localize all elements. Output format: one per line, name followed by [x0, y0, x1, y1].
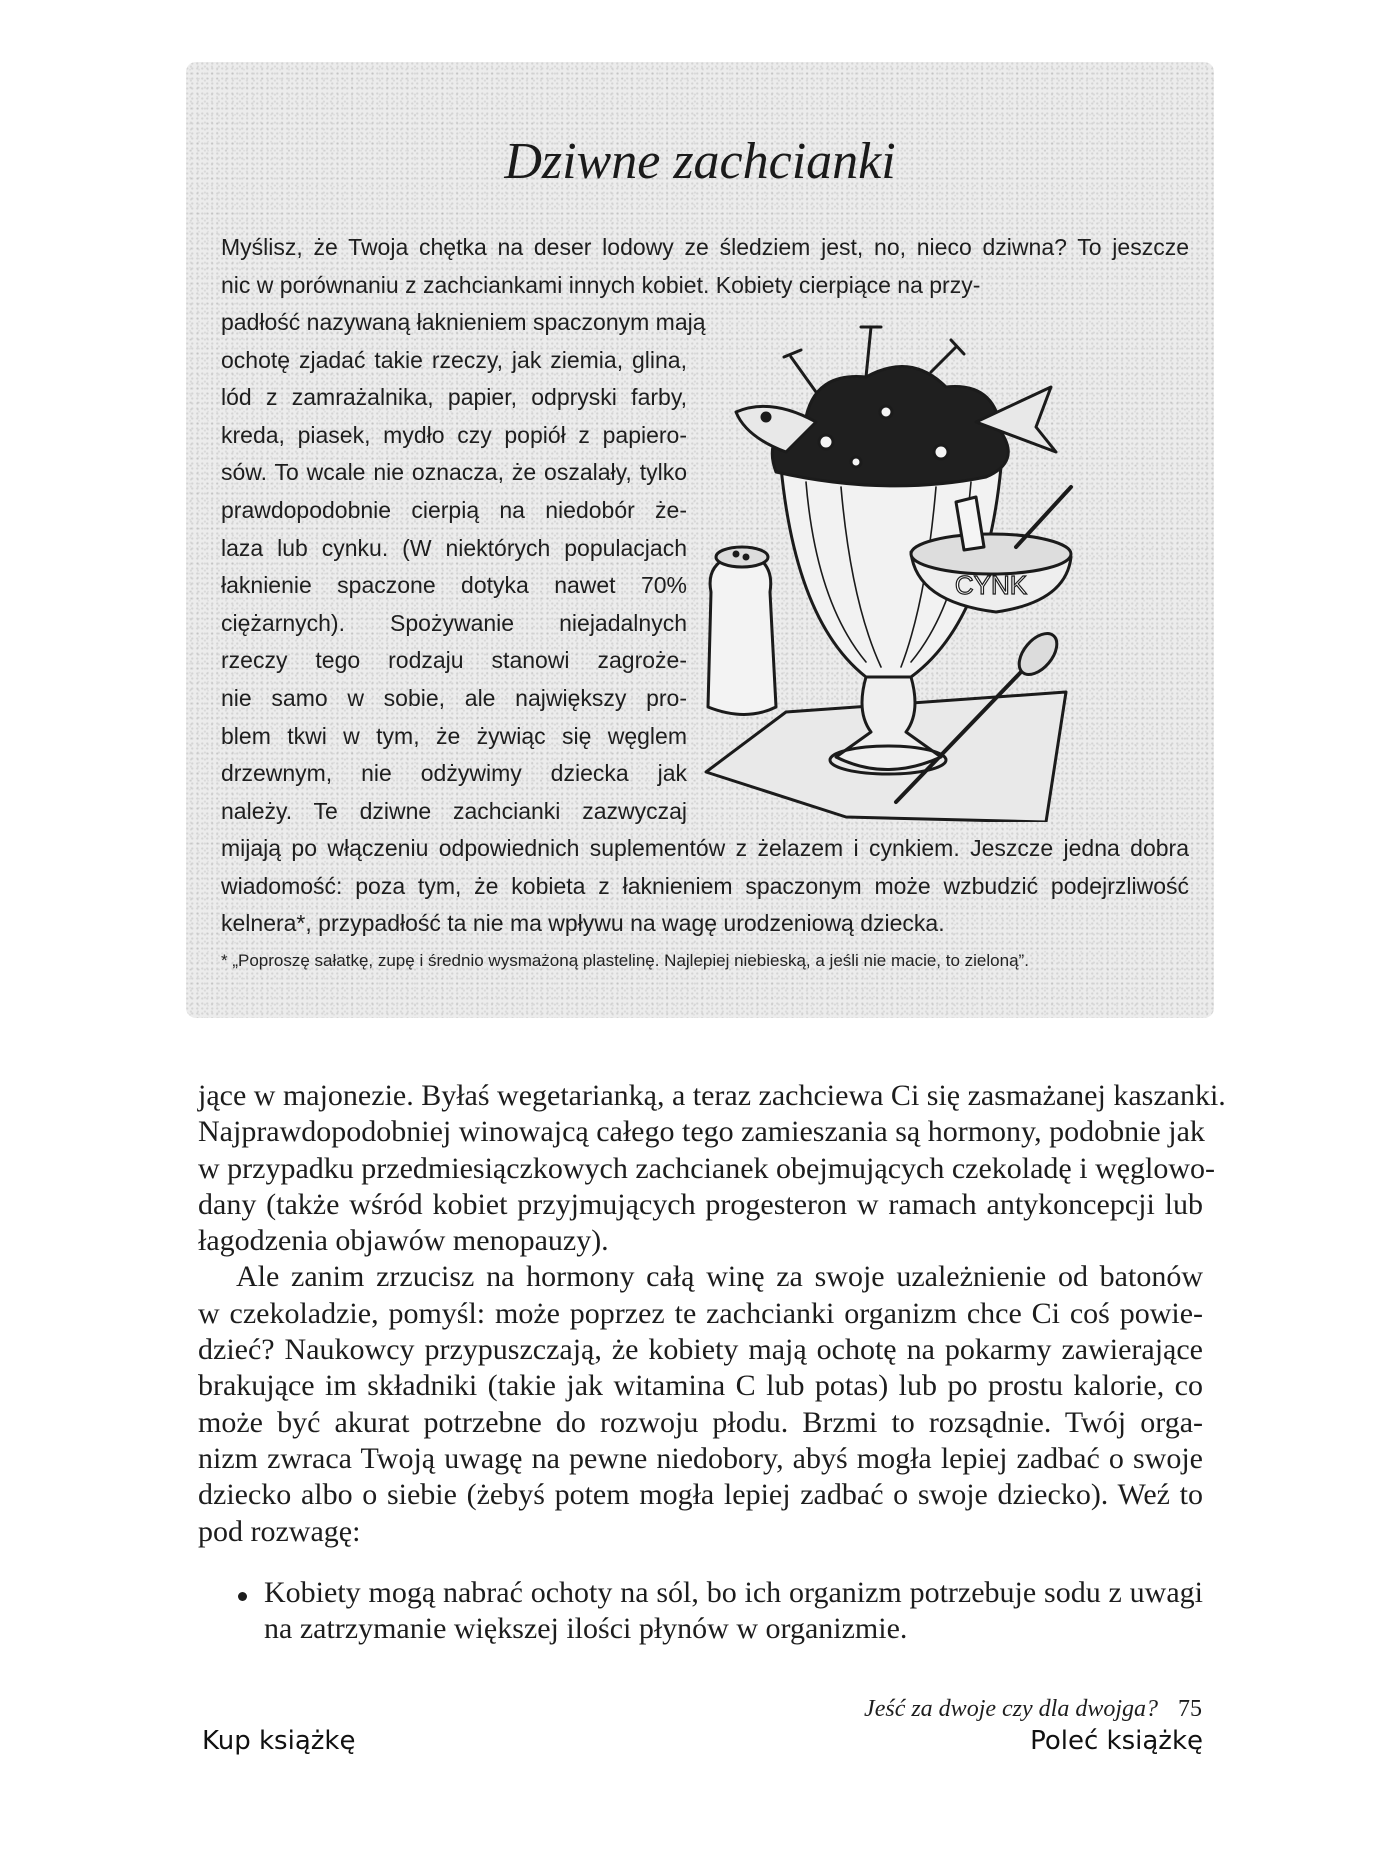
- text-line: ochotę zjadać takie rzeczy, jak ziemia, glina,: [221, 346, 687, 373]
- text-line: prawdopodobnie cierpią na niedobór że-: [221, 496, 687, 523]
- text-line: Najprawdopodobniej winowajcą całego tego zamieszania są hormony, podobnie jak: [198, 1115, 1205, 1149]
- text-line: sów. To wcale nie oznacza, że oszalały, tylko: [221, 459, 687, 486]
- text-line: dzieć? Naukowcy przypuszczają, że kobiety mają ochotę na pokarmy zawierające: [198, 1333, 1203, 1367]
- text-line: kreda, piasek, mydło czy popiół z papiero-: [221, 421, 687, 448]
- text-line: nic w porównaniu z zachciankami innych kobiet. Kobiety cierpiące na przy-: [221, 271, 981, 298]
- salt-shaker-shape: [708, 557, 776, 715]
- buy-book-link[interactable]: Kup książkę: [202, 1726, 356, 1756]
- text-line: rzeczy tego rodzaju stanowi zagroże-: [221, 647, 687, 674]
- text-line: laza lub cynku. (W niektórych populacjach: [221, 534, 687, 561]
- paragraph: [198, 1259, 1203, 1549]
- text-line: w przypadku przedmiesiączkowych zachcianek obejmujących czekoladę i węglowo-: [198, 1151, 1216, 1185]
- text-line: brakujące im składniki (takie jak witamina C lub potas) lub po prostu kalorie, co: [198, 1369, 1203, 1403]
- text-line: Myślisz, że Twoja chętka na deser lodowy ze śledziem jest, no, nieco dziwna? To jeszcze: [221, 234, 1189, 260]
- list-item: [198, 1575, 1203, 1648]
- text-line: wiadomość: poza tym, że kobieta z łaknieniem spaczonym może wzbudzić podejrzliwość: [221, 872, 1189, 899]
- sidebar-box: [186, 62, 1214, 1018]
- text-line: w czekoladzie, pomyśl: może poprzez te zachcianki organizm chce Ci coś powie-: [198, 1296, 1203, 1330]
- text-line: jące w majonezie. Byłaś wegetarianką, a teraz zachciewa Ci się zasmażanej kaszanki.: [198, 1079, 1226, 1112]
- text-line: drzewnym, nie odżywimy dziecka jak: [221, 760, 687, 787]
- recommend-book-link[interactable]: Poleć książkę: [1030, 1726, 1203, 1756]
- text-line: dziecko albo o siebie (żebyś potem mogła lepiej zadbać o swoje dziecko). Weź to: [198, 1478, 1203, 1512]
- text-line: łagodzenia objawów menopauzy).: [198, 1224, 609, 1258]
- text-line: na zatrzymanie większej ilości płynów w organizmie.: [264, 1612, 908, 1646]
- text-line: Ale zanim zrzucisz na hormony całą winę za swoje uzależnienie od batonów: [236, 1260, 1203, 1294]
- text-line: nie samo w sobie, ale największy pro-: [221, 684, 687, 711]
- paragraph: [198, 1078, 1226, 1259]
- text-line: pod rozwagę:: [198, 1514, 361, 1548]
- text-line: ciężarnych). Spożywanie niejadalnych: [221, 609, 687, 636]
- sundae-illustration: [666, 302, 1086, 822]
- text-line: padłość nazywaną łaknieniem spaczonym mają: [221, 309, 706, 335]
- page-number: 75: [1178, 1696, 1202, 1722]
- sidebar-title: Dziwne zachcianki: [504, 133, 896, 190]
- sidebar-outro: [221, 830, 1189, 943]
- text-line: należy. Te dziwne zachcianki zazwyczaj: [221, 797, 687, 824]
- sidebar-footnote: * „Poproszę sałatkę, zupę i średnio wysmażoną plastelinę. Najlepiej niebieską, a jeśli nie macie, to zieloną”.: [221, 951, 1029, 970]
- text-line: może być akurat potrzebne do rozwoju płodu. Brzmi to rozsądnie. Twój orga-: [198, 1405, 1203, 1439]
- bullet-list: [198, 1575, 1203, 1648]
- text-line: blem tkwi w tym, że żywiąc się węglem: [221, 722, 687, 749]
- text-line: dany (także wśród kobiet przyjmujących progesteron w ramach antykoncepcji lub: [198, 1187, 1203, 1221]
- text-line: łaknienie spaczone dotyka nawet 70%: [221, 572, 687, 599]
- running-footer: [864, 1696, 1202, 1723]
- running-title: Jeść za dwoje czy dla dwojga?: [864, 1696, 1158, 1722]
- sidebar-intro: [221, 229, 1189, 304]
- sidebar-wrapped-text: [221, 304, 706, 830]
- bullet-icon: [238, 1592, 247, 1601]
- text-line: mijają po włączeniu odpowiednich suplementów z żelazem i cynkiem. Jeszcze jedna dobra: [221, 835, 1189, 861]
- text-line: nizm zwraca Twoją uwagę na pewne niedobory, abyś mogła lepiej zadbać o swoje: [198, 1441, 1203, 1475]
- zinc-label: CYNK: [954, 570, 1028, 600]
- main-body-text: [198, 1078, 1226, 1647]
- text-line: Kobiety mogą nabrać ochoty na sól, bo ich organizm potrzebuje sodu z uwagi: [264, 1575, 1203, 1609]
- text-line: kelnera*, przypadłość ta nie ma wpływu na wagę urodzeniową dziecka.: [221, 910, 945, 937]
- text-line: lód z zamrażalnika, papier, odpryski farby,: [221, 384, 687, 411]
